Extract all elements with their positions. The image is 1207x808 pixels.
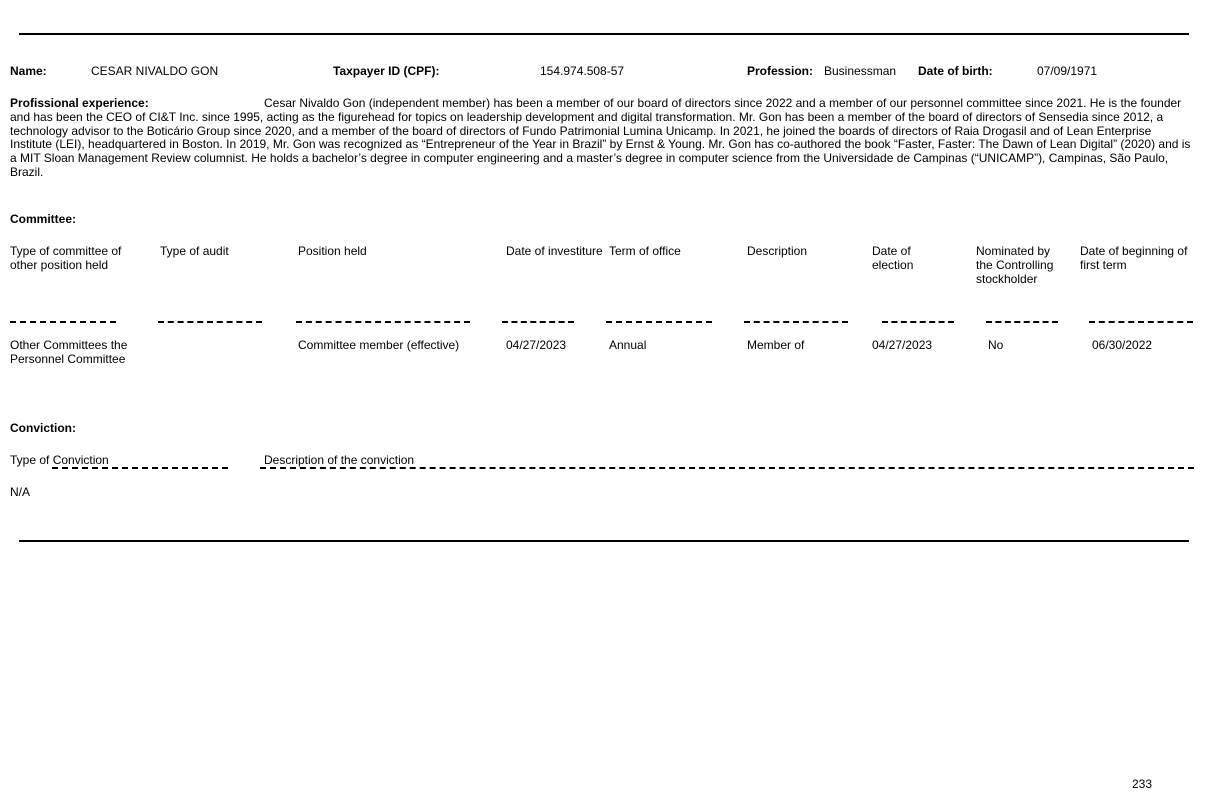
header-separator <box>986 321 1058 323</box>
header-date-election: Date of election <box>872 244 914 272</box>
header-separator <box>158 321 262 323</box>
header-separator <box>1089 321 1193 323</box>
conviction-value: N/A <box>10 485 31 499</box>
bottom-rule <box>19 540 1189 542</box>
cpf-label: Taxpayer ID (CPF): <box>333 64 440 78</box>
name-value: CESAR NIVALDO GON <box>91 64 219 78</box>
header-date-first-term: Date of beginning of first term <box>1080 244 1188 272</box>
header-type-audit: Type of audit <box>160 244 229 258</box>
header-separator <box>502 321 574 323</box>
committee-title: Committee: <box>10 212 77 226</box>
conviction-type-separator <box>52 467 228 469</box>
cpf-value: 154.974.508-57 <box>540 64 625 78</box>
header-position-held: Position held <box>298 244 367 258</box>
header-separator <box>10 321 116 323</box>
header-date-investiture: Date of investiture <box>506 244 603 258</box>
header-separator <box>882 321 954 323</box>
header-term-office: Term of office <box>609 244 681 258</box>
row-description: Member of <box>747 338 805 352</box>
name-label: Name: <box>10 64 47 78</box>
row-nominated: No <box>988 338 1004 352</box>
conviction-title: Conviction: <box>10 421 76 435</box>
header-separator <box>606 321 712 323</box>
conviction-description-label: Description of the conviction <box>264 453 415 467</box>
conviction-type-label: Type of Conviction <box>10 453 109 467</box>
row-term-office: Annual <box>609 338 647 352</box>
row-date-election: 04/27/2023 <box>872 338 933 352</box>
row-date-first-term: 06/30/2022 <box>1092 338 1153 352</box>
experience-text: Cesar Nivaldo Gon (independent member) has been a member of our board of directors since 2022 and a member of our personnel committee since 2021. He is the founder and has been the CEO of CI&T Inc. since 1995, acting as the figurehead for topics on leadership development and digital transformation. Mr. Gon has been a member of the board of directors of Sensedia since 2012, a technology advisor to the Boticário Group since 2020, and a member of the board of directors of Fundo Patrimonial Lumina Unicamp. In 2021, he joined the boards of directors of Raia Drogasil and of Lean Enterprise Institute (LEI), headquartered in Boston. In 2019, Mr. Gon was recognized as “Entrepreneur of the Year in Brazil” by Ernst & Young. Mr. Gon has co-authored the book “Faster, Faster: The Dawn of Lean Digital” (2020) and is a MIT Sloan Management Review columnist. He holds a bachelor’s degree in computer engineering and a master’s degree in computer science from the Universidade de Campinas (“UNICAMP”), Campinas, São Paulo, Brazil. <box>10 96 1191 179</box>
dob-label: Date of birth: <box>918 64 993 78</box>
profession-label: Profession: <box>747 64 814 78</box>
conviction-description-separator <box>260 467 1194 469</box>
header-nominated: Nominated by the Controlling stockholder <box>976 244 1054 286</box>
dob-value: 07/09/1971 <box>1037 64 1098 78</box>
profession-value: Businessman <box>824 64 897 78</box>
row-position-held: Committee member (effective) <box>298 338 460 352</box>
header-separator <box>296 321 470 323</box>
header-description: Description <box>747 244 808 258</box>
page-number: 233 <box>1132 777 1153 791</box>
row-type-committee: Other Committees the Personnel Committee <box>10 338 128 366</box>
row-date-investiture: 04/27/2023 <box>506 338 567 352</box>
header-separator <box>744 321 848 323</box>
top-rule <box>19 33 1189 35</box>
header-type-committee: Type of committee of other position held <box>10 244 122 272</box>
experience-label: Profissional experience: <box>10 96 149 110</box>
